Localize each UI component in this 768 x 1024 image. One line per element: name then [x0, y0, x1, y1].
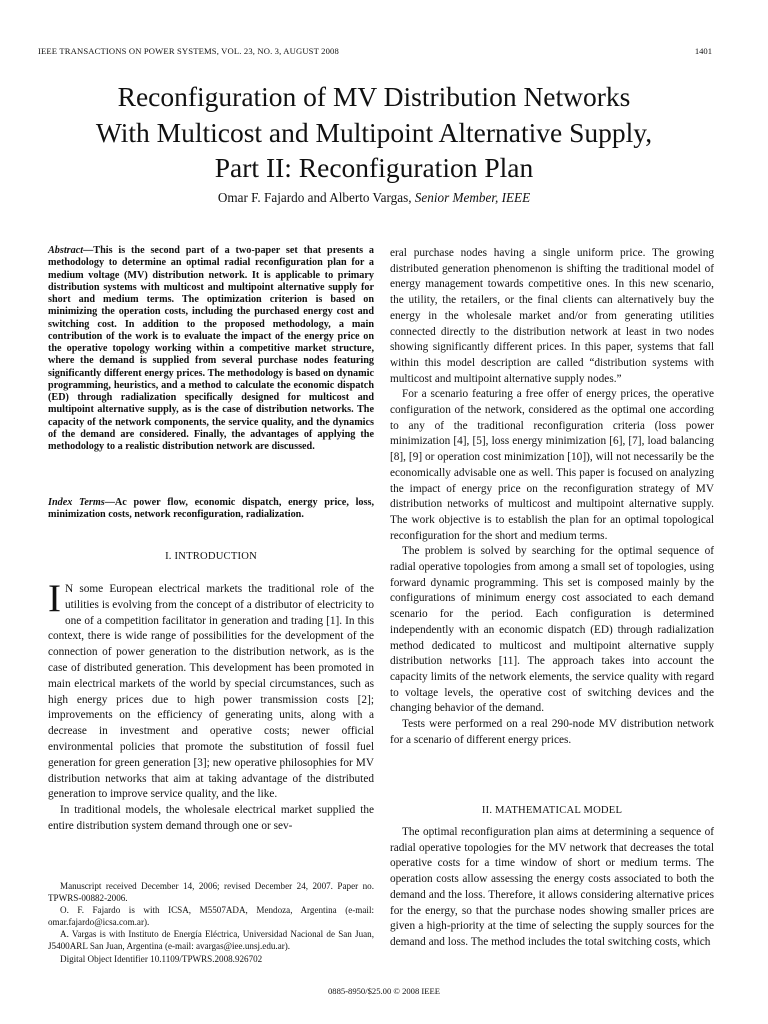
- title-line-2: With Multicost and Multipoint Alternative Supply,: [95, 116, 653, 148]
- index-terms: [48, 497, 374, 522]
- journal-header: IEEE TRANSACTIONS ON POWER SYSTEMS, VOL. 23, NO. 3, AUGUST 2008: [38, 46, 339, 56]
- author-names: Omar F. Fajardo and Alberto Vargas,: [217, 190, 415, 205]
- section-heading-introduction: I. INTRODUCTION: [165, 551, 257, 562]
- footnote-author-1: O. F. Fajardo is with ICSA, M5507ADA, Mendoza, Argentina (e-mail: omar.fajardo@icsa.com.ar).: [48, 905, 374, 928]
- right-paragraph-2: For a scenario featuring a free offer of energy prices, the operative configuration of the network, considered as the optimal one according to any of the traditional reconfiguration criteria (loss power minimization [4], [5], loss energy minimization [6], [7], load balancing [8], [9] or operation cost minimization [10]), will not necessarily be the economically advisable one as well. This paper is focused on analyzing the impact of energy price on the reconfiguration strategy of MV distribution networks of multicost and multipoint alternative supply. The work objective is to establish the plan for an optimal topological reconfiguration for the short and medium terms.: [390, 388, 714, 542]
- abstract-label: Abstract: [48, 245, 84, 256]
- intro-paragraph-1-text: N some European electrical markets the traditional role of the utilities is evolving from the concept of a distributor of electricity to one of a competition facilitator in generation and trading [1]. In this context, there is wide range of possibilities for the development of the connection of power generation to the distribution network, as is the case of distributed generation. This development has been promoted in main electrical markets of the world by special circumstances, such as high energy prices due to high power transmission costs [2]; improvements on the efficiency of generating units, along with a decrease in investment and operative costs; newer official environmental policies that promote the substitution of fossil fuel generation for green generation [3]; new operative philosophies for MV distribution networks that aim at taking advantage of the distributed generation to improve service quality, and the like.: [48, 583, 374, 801]
- abstract-body: —This is the second part of a two-paper set that presents a methodology to determine an optimal radial reconfiguration plan for a medium voltage (MV) distribution network. It is applicable to primary distribution systems with multicost and multipoint alternative supply for short and medium terms. The optimization criterion is based on minimizing the operation costs, including the purchased energy cost and switching cost. In addition to the proposed methodology, a main contribution of the work is to evaluate the impact of the energy price on the operative topology working within a competitive market structure, where the demand is supplied from several purchase nodes featuring significantly different energy prices. The methodology is based on dynamic programming, heuristics, and a method to calculate the economic dispatch (ED) through radialization specifically designed for multicost and multipoint alternative supply, as is the case of distribution networks. The capacity of the network components, the service quality, and the dynamics of the demand are considered. Finally, the advantages of applying the methodology to a realistic distribution network are discussed.: [48, 245, 374, 452]
- right-paragraph-4: Tests were performed on a real 290-node MV distribution network for a scenario of different energy prices.: [390, 718, 714, 746]
- right-paragraph-1: eral purchase nodes having a single uniform price. The growing distributed generation phenomenon is shifting the traditional model of energy management towards competitive ones. In this new scenario, the utility, the retailers, or the final clients can alternatively buy the energy in the wholesale market and/or from generating utilities connected directly to the distribution network at least in two nodes showing significantly different prices. In this paper, systems that fall within this model description are called “distribution systems with multicost and multipoint alternative supply nodes.”: [390, 247, 714, 385]
- drop-cap: I: [48, 577, 61, 620]
- model-paragraph-1: The optimal reconfiguration plan aims at determining a sequence of radial operative topologies for the MV network that decreases the total operative costs for a time window of short or medium terms. The operation costs allow assessing the energy costs associated to both the demand and the loss. Therefore, it allows considering alternative prices for the energy, so that the purchase nodes showing smaller prices are given a high-priority at the time of selecting the supply sources for the demand and loss. The method includes the total switching costs, which: [390, 826, 714, 948]
- introduction-text: [48, 577, 374, 835]
- title-line-3: Part II: Reconfiguration Plan: [214, 152, 534, 183]
- footnote-received: Manuscript received December 14, 2006; revised December 24, 2007. Paper no. TPWRS-00882-2006.: [48, 881, 374, 904]
- section-heading-mathematical-model: II. MATHEMATICAL MODEL: [481, 805, 623, 816]
- copyright-footer: 0885-8950/$25.00 © 2008 IEEE: [327, 986, 441, 996]
- mathematical-model-text: [390, 825, 714, 951]
- intro-paragraph-1: [48, 577, 374, 803]
- right-paragraph-3: The problem is solved by searching for the optimal sequence of radial operative topologies from among a small set of topologies, using forward dynamic programming. This set is composed mainly by the configurations of minimum energy cost associated to each demand scenario for the period. Each configuration is determined independently with an economic dispatch (ED) through radialization method dedicated to multicost and multipoint alternative supply distribution networks [11]. The approach takes into account the capacity limits of the network elements, the service quality with regard to voltage levels, the operative cost of switching devices and the changing behavior of the demand.: [390, 545, 714, 715]
- abstract: [48, 245, 374, 453]
- right-column-text: [390, 246, 714, 749]
- author-line: [38, 190, 710, 206]
- footnote-doi: Digital Object Identifier 10.1109/TPWRS.2008.926702: [60, 953, 263, 964]
- index-terms-label: Index Terms: [48, 497, 105, 508]
- page-number: 1401: [694, 46, 712, 56]
- index-terms-body: —Ac power flow, economic dispatch, energy price, loss, minimization costs, network reconfiguration, radialization.: [48, 497, 374, 521]
- footnote: [48, 880, 374, 965]
- footnote-author-2: A. Vargas is with Instituto de Energía Eléctrica, Universidad Nacional de San Juan, J5400ARL San Juan, Argentina (e-mail: avargas@iee.unsj.edu.ar).: [48, 929, 374, 952]
- title-line-1: Reconfiguration of MV Distribution Networks: [117, 81, 631, 112]
- author-membership: Senior Member, IEEE: [414, 190, 531, 205]
- paper-title: [38, 79, 710, 186]
- intro-paragraph-2: In traditional models, the wholesale electrical market supplied the entire distribution system demand through one or sev-: [48, 804, 374, 832]
